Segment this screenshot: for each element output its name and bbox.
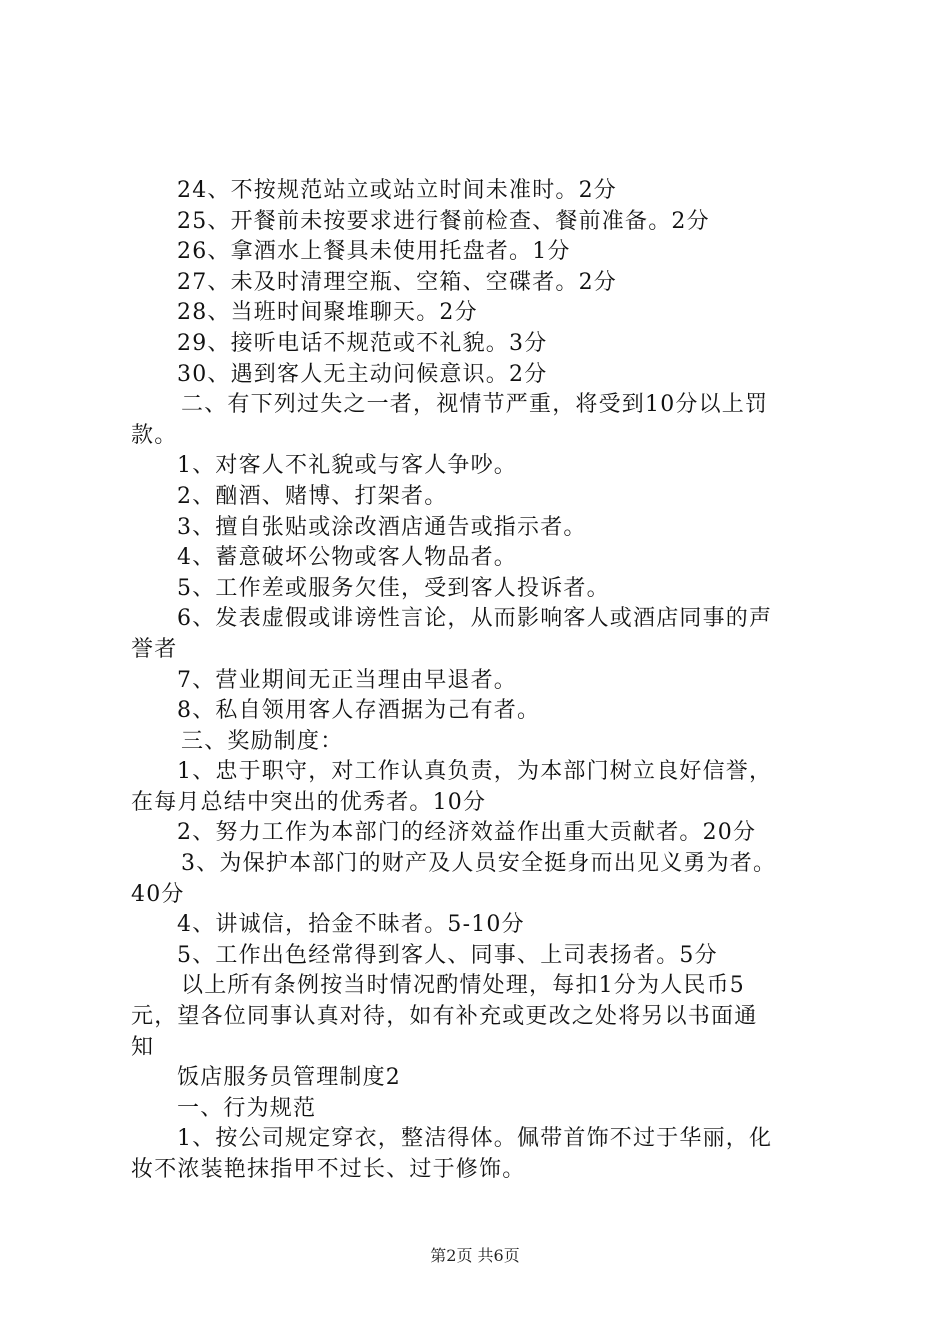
conduct-item-1-cont: 妆不浓装艳抹指甲不过长、过于修饰。 bbox=[131, 1157, 526, 1182]
reward-item-3-cont: 40分 bbox=[131, 881, 185, 907]
reward-item-1: 1、忠于职守，对工作认真负责，为本部门树立良好信誉， bbox=[177, 759, 773, 785]
penalty-item-6-cont: 誉者 bbox=[131, 636, 178, 662]
document-body bbox=[131, 176, 831, 1186]
penalty-item-2: 2、酗酒、赌博、打架者。 bbox=[177, 483, 448, 509]
section-heading-rewards: 三、奖励制度： bbox=[181, 728, 344, 754]
reward-item-5: 5、工作出色经常得到客人、同事、上司表扬者。5分 bbox=[177, 942, 718, 968]
document-subtitle: 饭店服务员管理制度2 bbox=[177, 1065, 401, 1091]
penalty-item-8: 8、私自领用客人存酒据为己有者。 bbox=[177, 698, 541, 724]
rule-item-30: 30、遇到客人无主动问候意识。2分 bbox=[177, 361, 548, 387]
closing-note-end: 知 bbox=[131, 1034, 155, 1060]
rule-item-29: 29、接听电话不规范或不礼貌。3分 bbox=[177, 330, 548, 356]
closing-note-cont: 元，望各位同事认真对待，如有补充或更改之处将另以书面通 bbox=[131, 1004, 758, 1030]
penalty-item-5: 5、工作差或服务欠佳，受到客人投诉者。 bbox=[177, 575, 610, 601]
closing-note: 以上所有条例按当时情况酌情处理，每扣1分为人民币5 bbox=[181, 973, 745, 999]
penalty-item-7: 7、营业期间无正当理由早退者。 bbox=[177, 667, 517, 693]
reward-item-2: 2、努力工作为本部门的经济效益作出重大贡献者。20分 bbox=[177, 820, 757, 846]
section-heading-conduct: 一、行为规范 bbox=[177, 1095, 317, 1121]
conduct-item-1: 1、按公司规定穿衣，整洁得体。佩带首饰不过于华丽，化 bbox=[177, 1126, 773, 1152]
page-number-footer: 第2页 共6页 bbox=[430, 1246, 520, 1265]
reward-item-1-cont: 在每月总结中突出的优秀者。10分 bbox=[131, 789, 487, 815]
rule-item-27: 27、未及时清理空瓶、空箱、空碟者。2分 bbox=[177, 269, 617, 295]
section-heading-penalties: 二、有下列过失之一者，视情节严重，将受到10分以上罚 bbox=[181, 392, 769, 418]
section-heading-penalties-cont: 款。 bbox=[131, 422, 178, 448]
reward-item-4: 4、讲诚信，拾金不昧者。5-10分 bbox=[177, 912, 525, 938]
reward-item-3: 3、为保护本部门的财产及人员安全挺身而出见义勇为者。 bbox=[181, 851, 777, 877]
rule-item-26: 26、拿酒水上餐具未使用托盘者。1分 bbox=[177, 239, 571, 265]
penalty-item-4: 4、蓄意破坏公物或客人物品者。 bbox=[177, 545, 517, 571]
rule-item-24: 24、不按规范站立或站立时间未准时。2分 bbox=[177, 178, 617, 203]
penalty-item-1: 1、对客人不礼貌或与客人争吵。 bbox=[177, 453, 517, 479]
penalty-item-3: 3、擅自张贴或涂改酒店通告或指示者。 bbox=[177, 514, 587, 540]
penalty-item-6: 6、发表虚假或诽谤性言论，从而影响客人或酒店同事的声 bbox=[177, 606, 773, 632]
rule-item-28: 28、当班时间聚堆聊天。2分 bbox=[177, 300, 478, 326]
rule-item-25: 25、开餐前未按要求进行餐前检查、餐前准备。2分 bbox=[177, 208, 710, 234]
